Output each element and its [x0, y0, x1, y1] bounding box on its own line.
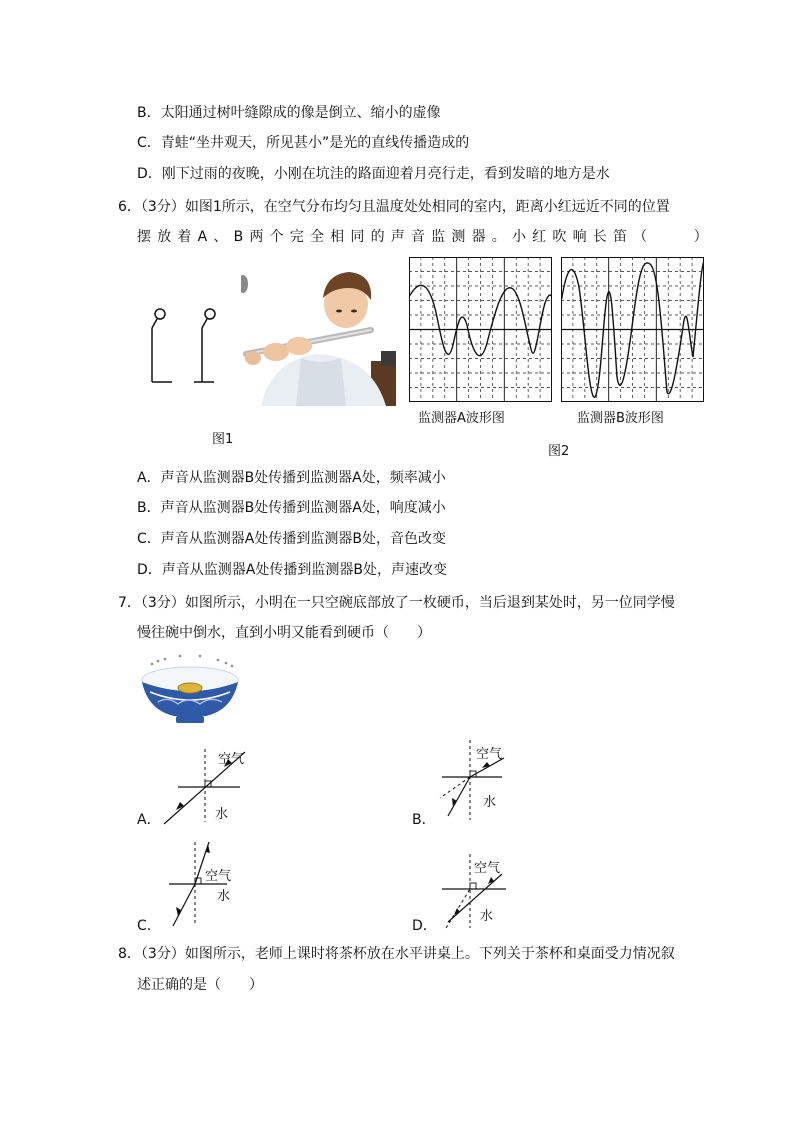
q8-stem-line1: 8．（3分）如图所示，老师上课时将茶杯放在水平讲桌上。下列关于茶杯和桌面受力情况叙: [118, 946, 675, 962]
figure-1-caption: 图1: [212, 432, 234, 447]
q7-option-c-letter: C．: [137, 918, 161, 934]
sound-monitors-figure: [135, 300, 225, 390]
q7-stem-line2: 慢往碗中倒水，直到小明又能看到硬币（ ）: [137, 625, 431, 641]
q7-diagram-b-air-label: 空气: [476, 747, 503, 762]
waveform-a-label: 监测器A波形图: [418, 411, 505, 426]
q6-option-c: C．声音从监测器A处传播到监测器B处，音色改变: [137, 531, 446, 547]
q6-stem-line1: 6．（3分）如图1所示，在空气分布均匀且温度处处相同的室内，距离小红远近不同的位置: [118, 199, 670, 215]
waveform-b-chart: [561, 257, 704, 402]
q5-option-b: B．太阳通过树叶缝隙成的像是倒立、缩小的虚像: [137, 105, 441, 121]
q7-diagram-c-air-label: 空气: [205, 869, 232, 884]
q8-stem-line2: 述正确的是（ ）: [137, 977, 263, 993]
q6-option-a: A．声音从监测器B处传播到监测器A处，频率减小: [137, 470, 446, 486]
q7-diagram-a-water-label: 水: [215, 807, 229, 822]
waveform-b-label: 监测器B波形图: [577, 411, 664, 426]
q5-option-d: D．刚下过雨的夜晚，小刚在坑洼的路面迎着月亮行走，看到发暗的地方是水: [137, 166, 610, 182]
q7-diagram-d: [438, 852, 518, 932]
q7-diagram-a-air-label: 空气: [218, 752, 245, 767]
q7-diagram-d-air-label: 空气: [474, 861, 501, 876]
figure-2-caption: 图2: [548, 444, 570, 459]
q7-diagram-b-water-label: 水: [483, 795, 497, 810]
q7-diagram-c: [165, 838, 245, 930]
q6-option-b: B．声音从监测器B处传播到监测器A处，响度减小: [137, 500, 446, 516]
q7-diagram-d-water-label: 水: [480, 909, 494, 924]
flute-player-image: [241, 266, 396, 406]
q6-option-d: D．声音从监测器A处传播到监测器B处，声速改变: [137, 562, 447, 578]
q7-diagram-a: [160, 744, 250, 826]
q7-diagram-c-water-label: 水: [217, 889, 231, 904]
q5-option-c: C．青蛙“坐井观天，所见甚小”是光的直线传播造成的: [137, 135, 470, 151]
q7-option-a-letter: A．: [137, 812, 161, 828]
q7-option-b-letter: B．: [412, 812, 436, 828]
q7-option-d-letter: D．: [412, 918, 437, 934]
waveform-a-chart: [409, 257, 552, 402]
q6-stem-line2: 摆放着A、B两个完全相同的声音监测器。小红吹响长笛（ ）: [137, 229, 714, 245]
monitor-a-icon: [152, 309, 172, 382]
bowl-with-coin-image: [138, 652, 242, 726]
q7-diagram-b: [436, 738, 516, 824]
monitor-b-icon: [194, 309, 215, 382]
q7-stem-line1: 7．（3分）如图所示，小明在一只空碗底部放了一枚硬币，当后退到某处时，另一位同学慢: [118, 595, 675, 611]
